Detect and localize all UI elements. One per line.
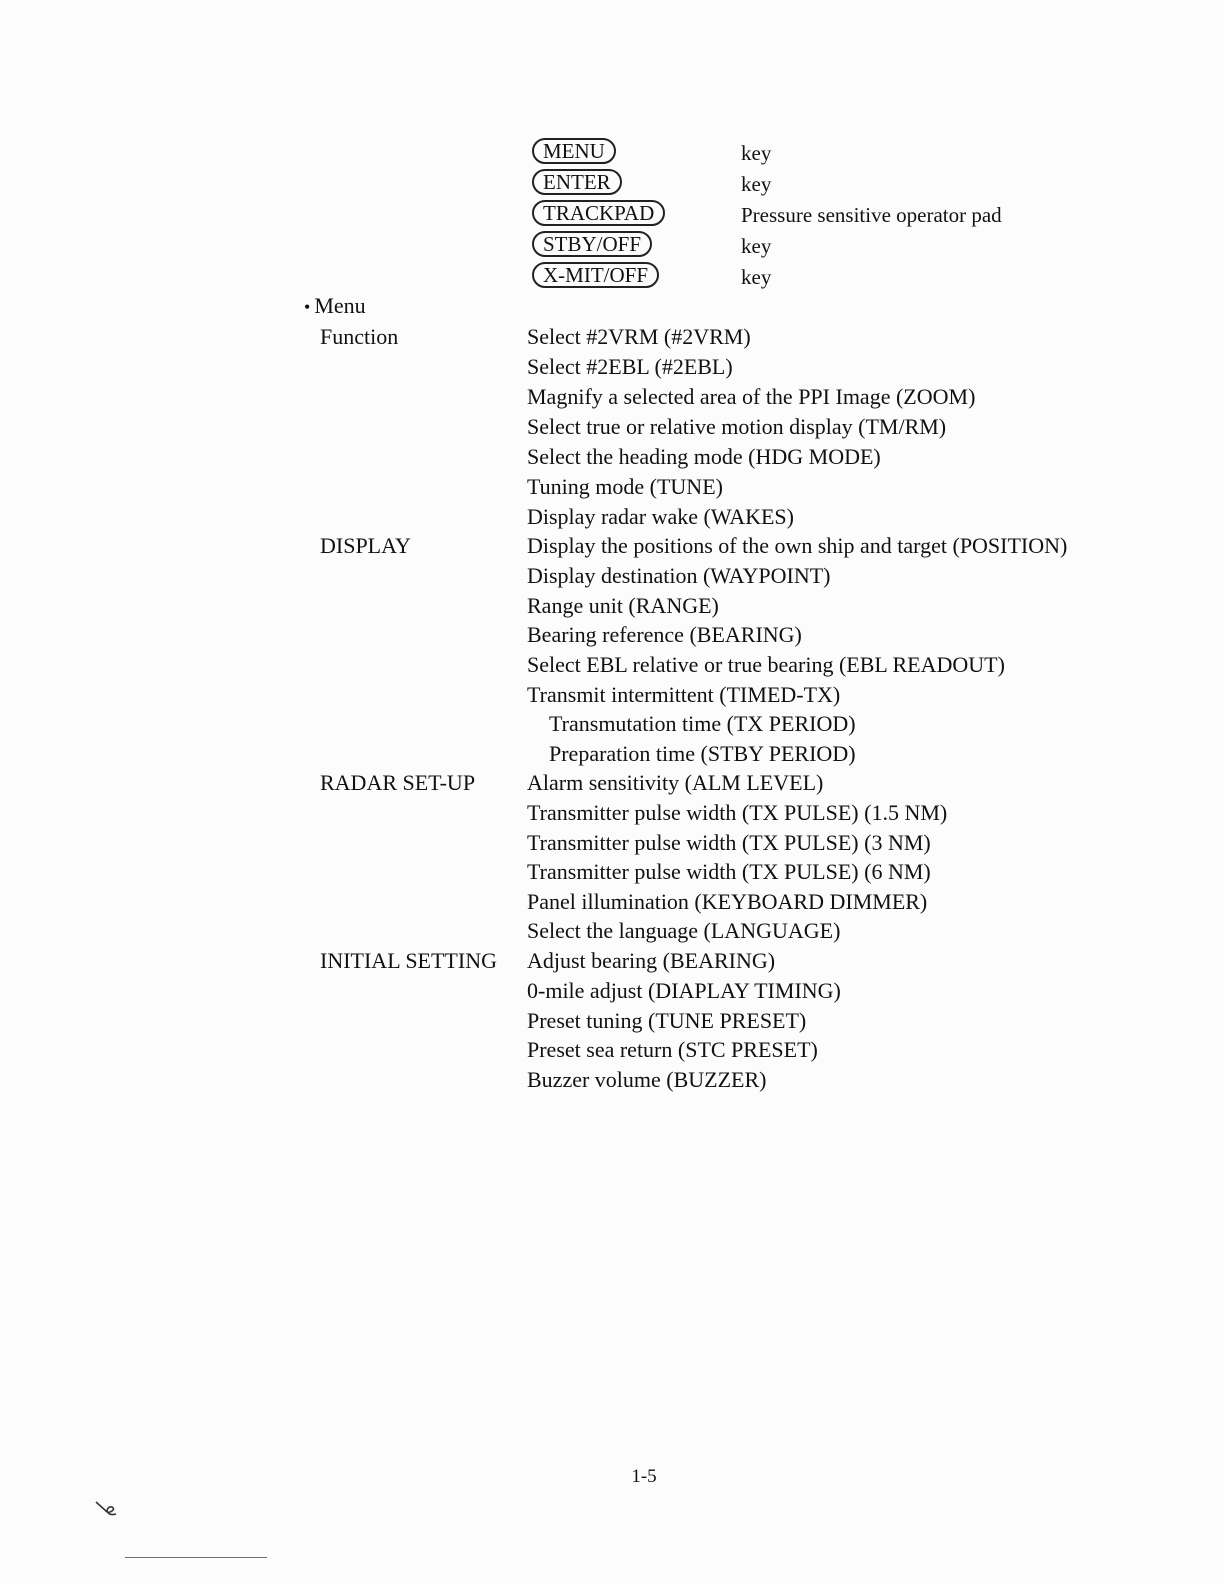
menu-item: Range unit (RANGE): [527, 593, 719, 618]
menu-item: 0-mile adjust (DIAPLAY TIMING): [527, 978, 841, 1003]
key-description: key: [741, 141, 772, 165]
menu-item: Select #2EBL (#2EBL): [527, 354, 733, 379]
menu-item: Transmitter pulse width (TX PULSE) (1.5 NM): [527, 800, 948, 825]
key-row-menu: [528, 136, 1048, 167]
divider-line: [125, 1557, 267, 1558]
menu-item: Preset tuning (TUNE PRESET): [527, 1008, 807, 1033]
key-row-enter: [528, 167, 1048, 198]
key-row-trackpad: [528, 198, 1048, 229]
menu-item: Display radar wake (WAKES): [527, 504, 794, 529]
menu-item: Buzzer volume (BUZZER): [527, 1067, 767, 1092]
section-label-initial-setting: INITIAL SETTING: [320, 948, 497, 973]
key-list: [528, 136, 1048, 291]
key-row-stby-off: [528, 229, 1048, 260]
pen-mark-icon: [94, 1500, 120, 1520]
section-label-display: DISPLAY: [320, 533, 411, 558]
key-description: key: [741, 265, 772, 289]
menu-item: Panel illumination (KEYBOARD DIMMER): [527, 889, 928, 914]
key-row-xmit-off: [528, 260, 1048, 291]
menu-item: Select true or relative motion display (TM/RM): [527, 414, 947, 439]
key-description: Pressure sensitive operator pad: [741, 203, 1002, 227]
menu-item: Select the heading mode (HDG MODE): [527, 444, 881, 469]
menu-item: Select #2VRM (#2VRM): [527, 324, 751, 349]
key-description: key: [741, 172, 772, 196]
page-number: 1-5: [631, 1466, 657, 1487]
menu-subitem: Transmutation time (TX PERIOD): [549, 711, 856, 736]
menu-key-symbol: MENU: [532, 138, 616, 164]
menu-heading-text: Menu: [314, 293, 366, 318]
menu-heading: [304, 293, 366, 320]
menu-item: Preset sea return (STC PRESET): [527, 1037, 818, 1062]
menu-subitem: Preparation time (STBY PERIOD): [549, 741, 856, 766]
enter-key-symbol: ENTER: [532, 169, 622, 195]
section-label-function: Function: [320, 324, 399, 349]
menu-item: Select EBL relative or true bearing (EBL READOUT): [527, 652, 1005, 677]
xmit-off-key-symbol: X-MIT/OFF: [532, 262, 659, 288]
section-label-radar-set-up: RADAR SET-UP: [320, 770, 476, 795]
menu-item: Bearing reference (BEARING): [527, 622, 802, 647]
bullet-icon: •: [304, 297, 311, 317]
menu-item: Adjust bearing (BEARING): [527, 948, 776, 973]
menu-item: Display the positions of the own ship and target (POSITION): [527, 533, 1068, 558]
key-description: key: [741, 234, 772, 258]
menu-item: Tuning mode (TUNE): [527, 474, 723, 499]
menu-item: Transmit intermittent (TIMED-TX): [527, 682, 841, 707]
menu-item: Display destination (WAYPOINT): [527, 563, 831, 588]
menu-item: Select the language (LANGUAGE): [527, 918, 841, 943]
menu-item: Transmitter pulse width (TX PULSE) (3 NM): [527, 830, 931, 855]
menu-item: Alarm sensitivity (ALM LEVEL): [527, 770, 824, 795]
stby-off-key-symbol: STBY/OFF: [532, 231, 652, 257]
menu-item: Transmitter pulse width (TX PULSE) (6 NM): [527, 859, 931, 884]
trackpad-key-symbol: TRACKPAD: [532, 200, 665, 226]
menu-item: Magnify a selected area of the PPI Image (ZOOM): [527, 384, 976, 409]
